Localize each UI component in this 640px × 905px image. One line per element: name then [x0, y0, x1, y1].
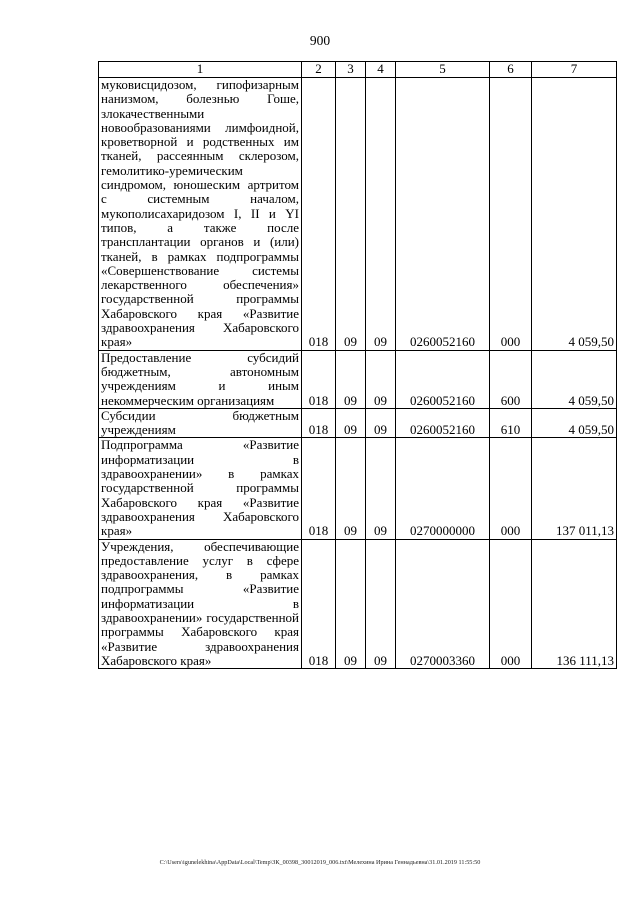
row-target-article: 0260052160	[396, 78, 490, 351]
row-section: 09	[336, 438, 366, 539]
row-expense-type: 610	[490, 408, 532, 438]
row-target-article: 0270000000	[396, 438, 490, 539]
row-section: 09	[336, 408, 366, 438]
row-description: муковисцидозом, гипофизарным нанизмом, болезнью Гоше, злокачественными новообразованиями лимфоидной, кроветворной и родственных им тканей, рассеянным склерозом, гемолитико-уремическим синдромом, юношеским артритом с системным началом, мукополисахаридозом I, II и YI типов, а также после трансплантации органов и (или) тканей, в рамках подпрограммы «Совершенствование системы лекарственного обеспечения» государственной программы Хабаровского края «Развитие здравоохранения Хабаровского края»	[99, 78, 302, 351]
table-row	[99, 408, 617, 438]
row-target-article: 0270003360	[396, 539, 490, 669]
row-subsection: 09	[366, 350, 396, 408]
table-row	[99, 539, 617, 669]
file-path-footer: C:\Users\igunelekhina\AppData\Local\Temp\ЗК_00398_30012019_006.txt\Мелехина Ирина Геннадьевна\31.01.2019 11:55:50	[159, 859, 481, 866]
row-description: Субсидии бюджетным учреждениям	[99, 408, 302, 438]
header-col-4: 4	[366, 62, 396, 78]
row-target-article: 0260052160	[396, 350, 490, 408]
row-target-article: 0260052160	[396, 408, 490, 438]
row-expense-type: 000	[490, 438, 532, 539]
header-col-1: 1	[99, 62, 302, 78]
row-section: 09	[336, 539, 366, 669]
header-col-2: 2	[302, 62, 336, 78]
row-amount: 137 011,13	[532, 438, 617, 539]
header-col-7: 7	[532, 62, 617, 78]
row-amount: 4 059,50	[532, 350, 617, 408]
header-col-5: 5	[396, 62, 490, 78]
row-description: Подпрограмма «Развитие информатизации в здравоохранении» в рамках государственной программы Хабаровского края «Развитие здравоохранения Хабаровского края»	[99, 438, 302, 539]
row-subsection: 09	[366, 438, 396, 539]
row-amount: 136 111,13	[532, 539, 617, 669]
row-description: Предоставление субсидий бюджетным, автономным учреждениям и иным некоммерческим организациям	[99, 350, 302, 408]
row-ministry-code: 018	[302, 408, 336, 438]
row-subsection: 09	[366, 539, 396, 669]
row-description: Учреждения, обеспечивающие предоставление услуг в сфере здравоохранения, в рамках подпрограммы «Развитие информатизации в здравоохранении» государственной программы Хабаровского края «Развитие здравоохранения Хабаровского края»	[99, 539, 302, 669]
row-expense-type: 600	[490, 350, 532, 408]
table-row	[99, 350, 617, 408]
header-col-6: 6	[490, 62, 532, 78]
table-header-row	[99, 62, 617, 78]
budget-table	[98, 61, 617, 669]
row-section: 09	[336, 78, 366, 351]
table-row	[99, 78, 617, 351]
row-expense-type: 000	[490, 539, 532, 669]
row-amount: 4 059,50	[532, 408, 617, 438]
header-col-3: 3	[336, 62, 366, 78]
row-subsection: 09	[366, 78, 396, 351]
row-subsection: 09	[366, 408, 396, 438]
row-ministry-code: 018	[302, 438, 336, 539]
row-ministry-code: 018	[302, 350, 336, 408]
table-row	[99, 438, 617, 539]
row-amount: 4 059,50	[532, 78, 617, 351]
row-expense-type: 000	[490, 78, 532, 351]
row-ministry-code: 018	[302, 78, 336, 351]
row-section: 09	[336, 350, 366, 408]
row-ministry-code: 018	[302, 539, 336, 669]
page-number: 900	[309, 33, 331, 48]
